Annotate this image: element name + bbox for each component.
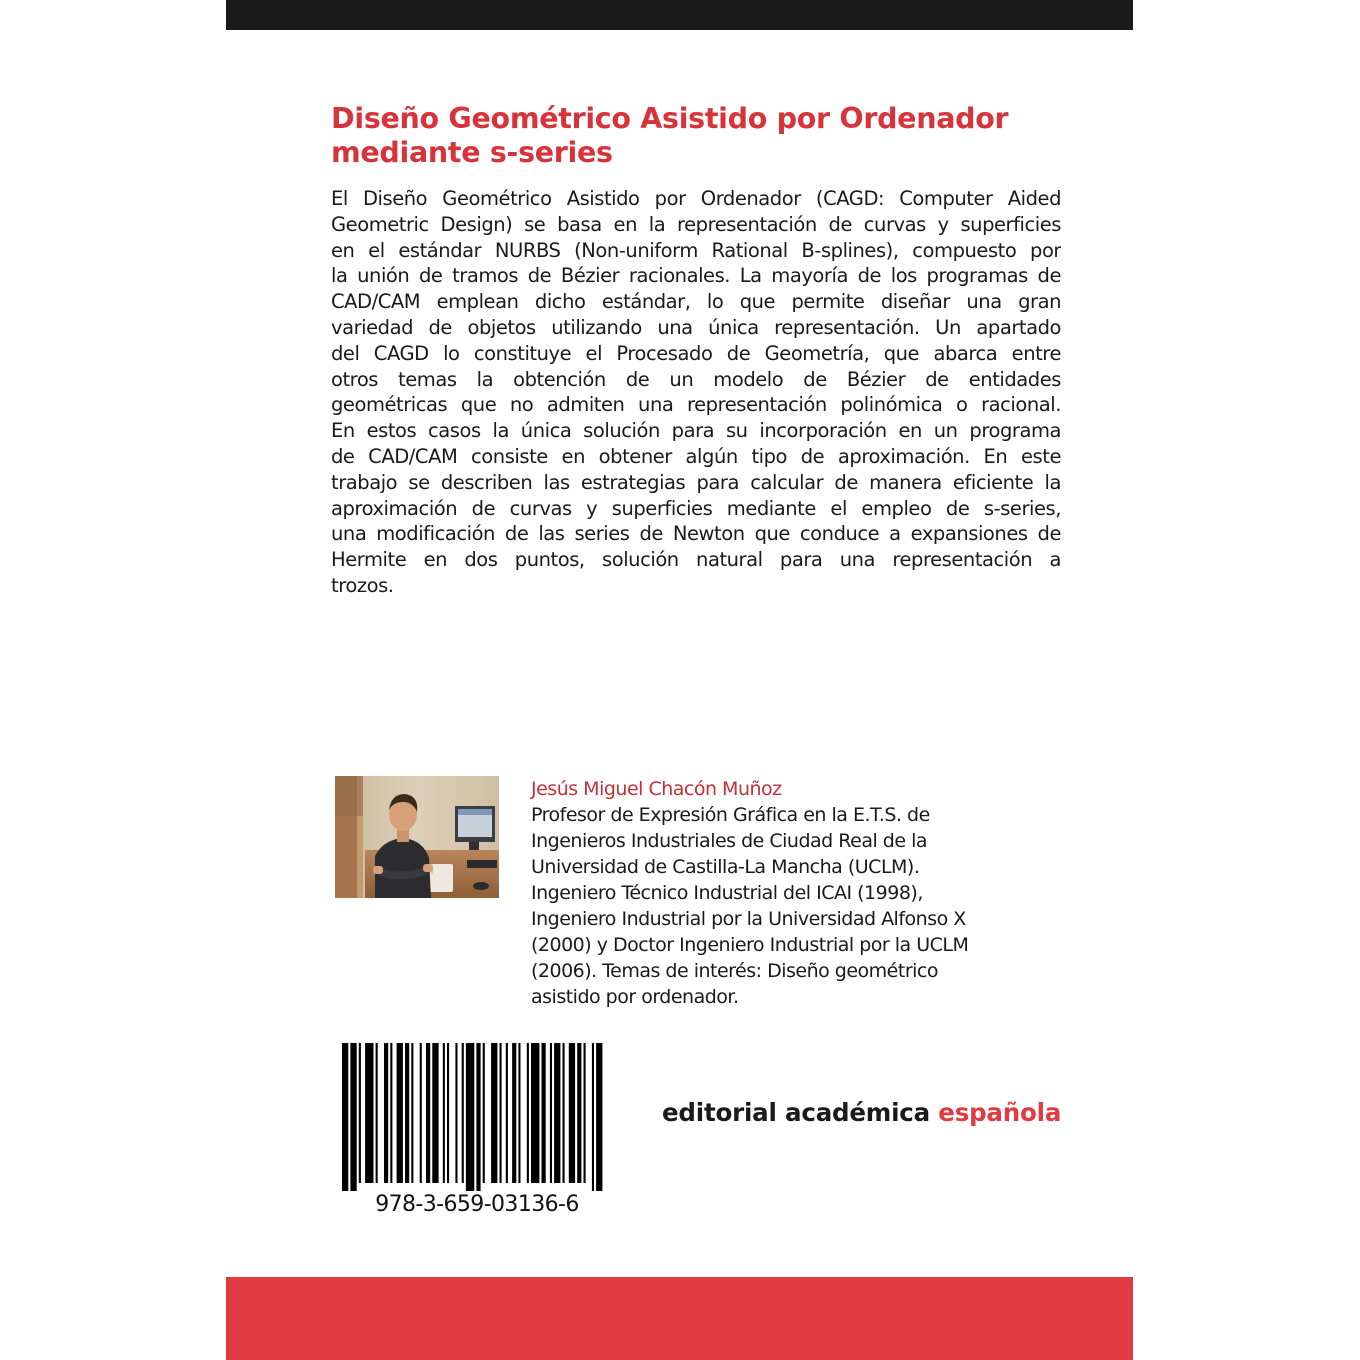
isbn-number: 978-3-659-03136-6 xyxy=(375,1192,579,1217)
barcode-bar xyxy=(426,1043,430,1183)
book-title xyxy=(331,102,1071,170)
book-back-cover xyxy=(226,0,1133,1360)
description-line: CAD/CAM emplean dicho estándar, lo que permite diseñar una gran xyxy=(331,290,1061,314)
barcode-bar xyxy=(376,1043,378,1183)
barcode-bar xyxy=(384,1043,388,1183)
barcode-bar xyxy=(390,1043,392,1183)
book-description xyxy=(331,186,1061,599)
barcode-bar xyxy=(596,1043,602,1191)
author-bio-line: Ingenieros Industriales de Ciudad Real de la xyxy=(531,830,927,852)
isbn-barcode xyxy=(342,1043,612,1191)
author-bio xyxy=(531,802,1051,1010)
barcode-bar xyxy=(531,1043,539,1183)
barcode-bar xyxy=(550,1043,552,1183)
author-bio-line: Ingeniero Industrial por la Universidad Alfonso X xyxy=(531,908,966,930)
description-line: aproximación de curvas y superficies mediante el empleo de s-series, xyxy=(331,496,1061,520)
barcode-bar xyxy=(365,1043,373,1183)
description-line: la unión de tramos de Bézier racionales. La mayoría de los programas de xyxy=(331,264,1061,288)
description-line: de CAD/CAM consiste en obtener algún tipo de aproximación. En este xyxy=(331,444,1061,468)
book-title-line-1: Diseño Geométrico Asistido por Ordenador xyxy=(331,102,1009,135)
description-line: una modificación de las series de Newton que conduce a expansiones de xyxy=(331,522,1061,546)
barcode-bar xyxy=(476,1043,480,1191)
author-name: Jesús Miguel Chacón Muñoz xyxy=(531,778,782,800)
barcode-bar xyxy=(512,1043,516,1183)
publisher-logo xyxy=(662,1093,1061,1133)
author-bio-line: asistido por ordenador. xyxy=(531,986,739,1008)
barcode-bar xyxy=(554,1043,560,1183)
book-title-line-2: mediante s-series xyxy=(331,136,613,169)
barcode-bar xyxy=(491,1043,497,1183)
description-line: El Diseño Geométrico Asistido por Ordenador (CAGD: Computer Aided xyxy=(331,187,1061,210)
barcode-bar xyxy=(350,1043,356,1191)
bottom-bar xyxy=(226,1277,1133,1360)
description-line: En estos casos la única solución para su incorporación en un programa xyxy=(331,419,1061,443)
description-line: Hermite en dos puntos, solución natural para una representación a xyxy=(331,548,1061,572)
barcode-bar xyxy=(411,1043,413,1183)
barcode-bar xyxy=(500,1043,502,1183)
barcode-bar xyxy=(584,1043,586,1183)
barcode-bar xyxy=(405,1043,409,1183)
barcode-bar xyxy=(542,1043,546,1183)
barcode-bar xyxy=(455,1043,457,1183)
barcode-bar xyxy=(462,1043,464,1183)
barcode-bar xyxy=(397,1043,403,1183)
author-bio-line: Ingeniero Técnico Industrial del ICAI (1998), xyxy=(531,882,923,904)
description-line: del CAGD lo constituye el Procesado de Geometría, que abarca entre xyxy=(331,341,1061,365)
barcode-bar xyxy=(447,1043,449,1183)
barcode-bar xyxy=(569,1043,575,1183)
description-line: Geometric Design) se basa en la representación de curvas y superficies xyxy=(331,212,1061,236)
barcode-bar xyxy=(342,1043,348,1191)
top-bar xyxy=(226,0,1133,30)
barcode-bar xyxy=(563,1043,565,1183)
author-bio-line: Profesor de Expresión Gráfica en la E.T.S. de xyxy=(531,804,930,826)
publisher-name-accent: española xyxy=(938,1098,1062,1127)
description-line: geométricas que no admiten una representación polinómica o racional. xyxy=(331,393,1061,417)
barcode-bar xyxy=(466,1043,474,1191)
description-line: variedad de objetos utilizando una única representación. Un apartado xyxy=(331,315,1061,339)
publisher-name: editorial académica xyxy=(662,1098,939,1127)
barcode-bar xyxy=(506,1043,508,1183)
barcode-bar xyxy=(359,1043,361,1183)
barcode-bar xyxy=(443,1043,445,1183)
description-line: trabajo se describen las estrategias para calcular de manera eficiente la xyxy=(331,470,1061,494)
barcode-bar xyxy=(483,1043,485,1183)
description-line: en el estándar NURBS (Non-uniform Rational B-splines), compuesto por xyxy=(331,238,1061,262)
barcode-bar xyxy=(527,1043,529,1183)
barcode-bar xyxy=(432,1043,438,1183)
barcode-bar xyxy=(592,1043,594,1191)
author-bio-line: (2006). Temas de interés: Diseño geométrico xyxy=(531,960,938,982)
author-photo xyxy=(335,776,499,898)
barcode-bar xyxy=(518,1043,520,1183)
description-line: trozos. xyxy=(331,573,394,597)
barcode-bar xyxy=(420,1043,422,1183)
barcode-bar xyxy=(577,1043,581,1183)
author-bio-line: Universidad de Castilla-La Mancha (UCLM). xyxy=(531,856,920,878)
description-line: otros temas la obtención de un modelo de Bézier de entidades xyxy=(331,367,1061,391)
author-bio-line: (2000) y Doctor Ingeniero Industrial por la UCLM xyxy=(531,934,969,956)
